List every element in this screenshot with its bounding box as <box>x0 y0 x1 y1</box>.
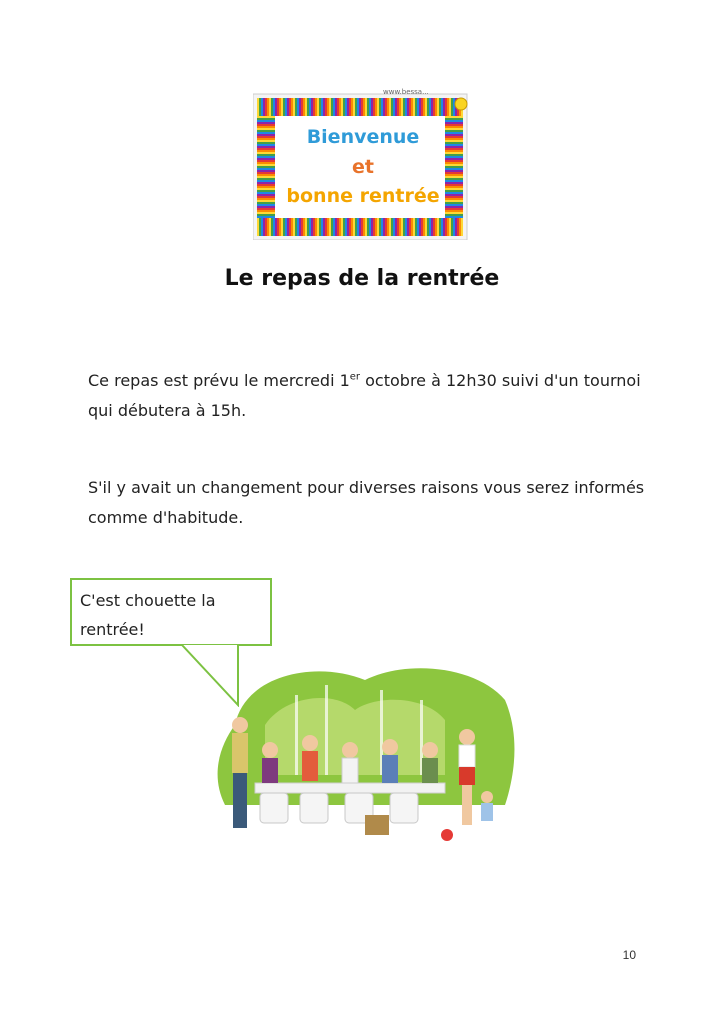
meal-text-start: Ce repas est prévu le mercredi 1 <box>88 371 350 390</box>
change-notice-paragraph: S'il y avait un changement pour diverses raisons vous serez informés comme d'habitude. <box>88 478 645 527</box>
banner-watermark: www.bessa... <box>383 88 429 96</box>
banner-line-1: Bienvenue <box>306 126 420 148</box>
banner-line-3: bonne rentrée <box>286 185 440 207</box>
meal-paragraph <box>88 366 648 426</box>
speech-bubble: C'est chouette la rentrée! <box>70 578 272 646</box>
ordinal-superscript: er <box>349 371 361 383</box>
meal-text-end: octobre à 12h30 suivi d'un tournoi qui débutera à 15h. <box>88 371 641 420</box>
welcome-banner <box>253 88 473 240</box>
page-title: Le repas de la rentrée <box>224 266 500 291</box>
banner-line-2: et <box>352 156 374 178</box>
family-picnic-illustration <box>205 655 520 855</box>
page-number: 10 <box>622 948 636 962</box>
